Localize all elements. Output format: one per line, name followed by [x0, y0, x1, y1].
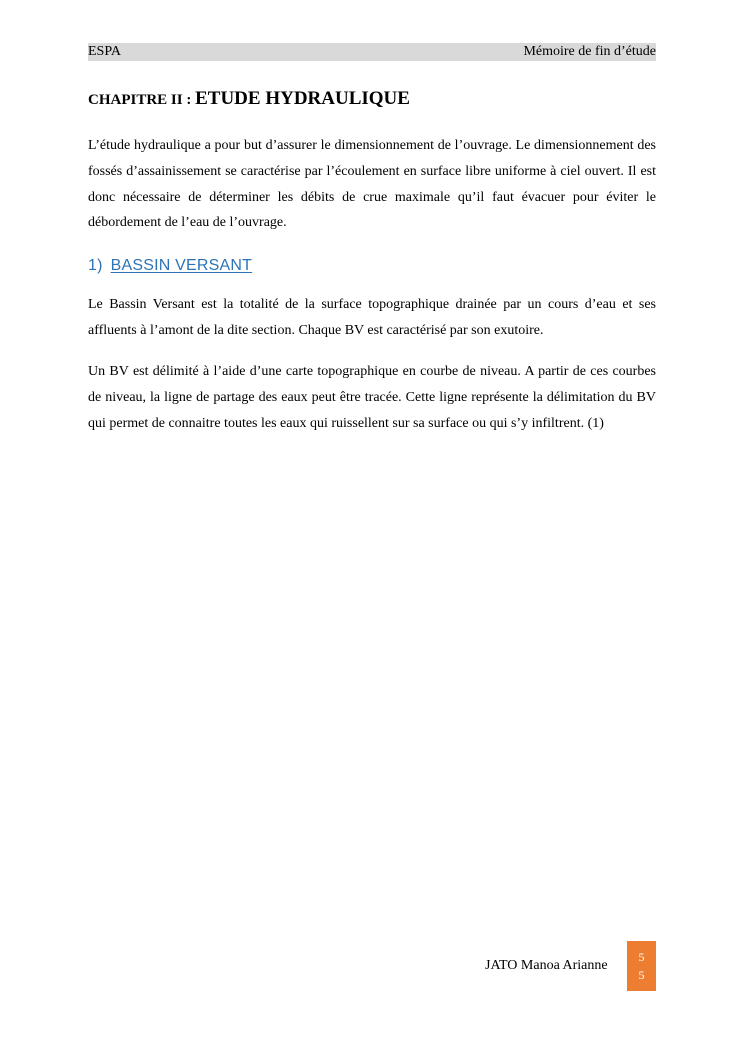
header-left-text: ESPA	[88, 44, 121, 59]
bv-delimitation-paragraph: Un BV est délimité à l’aide d’une carte topographique en courbe de niveau. A partir de ces courbes de niveau, la ligne de partage des eaux peut être tracée. Cette ligne représente la délimitation du BV qui permet de connaitre toutes les eaux qui ruissellent sur sa surface ou qui s’y infiltrent. (1)	[88, 364, 656, 431]
page-number-digit-1: 5	[638, 950, 645, 964]
chapter-heading	[88, 88, 656, 110]
bv-definition-paragraph: Le Bassin Versant est la totalité de la surface topographique drainée par un cours d’eau et ses affluents à l’amont de la dite section. Chaque BV est caractérisé par son exutoire.	[88, 297, 656, 338]
chapter-prefix: CHAPITRE II :	[88, 92, 196, 108]
section-title: BASSIN VERSANT	[110, 257, 253, 274]
chapter-title: ETUDE HYDRAULIQUE	[195, 88, 410, 109]
intro-paragraph: L’étude hydraulique a pour but d’assurer le dimensionnement de l’ouvrage. Le dimensionnement des fossés d’assainissement se caractérise par l’écoulement en surface libre uniforme à ciel ouvert. Il est donc nécessaire de déterminer les débits de crue maximale qu’il faut évacuer pour éviter le débordement de l’eau de l’ouvrage.	[88, 138, 656, 231]
section-heading	[88, 257, 252, 275]
page-number-badge	[627, 941, 656, 991]
page-header	[88, 43, 656, 61]
page-number-digit-2: 5	[638, 968, 645, 982]
footer-author: JATO Manoa Arianne	[485, 958, 608, 973]
header-right-text: Mémoire de fin d’étude	[523, 44, 656, 59]
section-number: 1)	[88, 257, 103, 274]
